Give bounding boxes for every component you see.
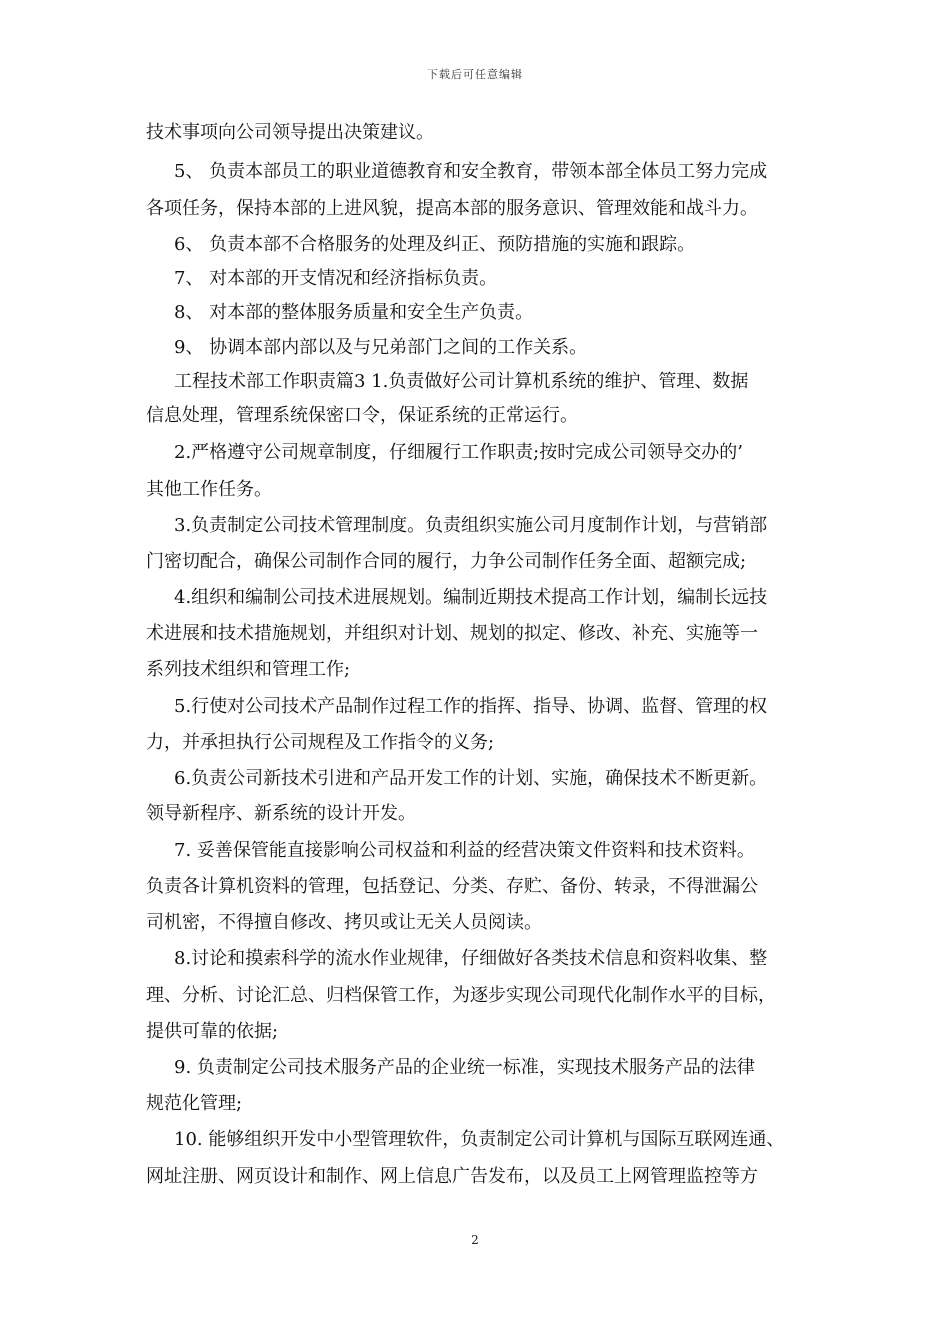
text-line: 技术事项向公司领导提出决策建议。 [146, 122, 434, 143]
text-line: 8.讨论和摸索科学的流水作业规律，仔细做好各类技术信息和资料收集、整 [174, 948, 768, 969]
text-line: 网址注册、网页设计和制作、网上信息广告发布，以及员工上网管理监控等方 [146, 1166, 758, 1187]
text-line: 工程技术部工作职责篇3 1.负责做好公司计算机系统的维护、管理、数据 [174, 371, 749, 392]
text-line: 其他工作任务。 [146, 479, 272, 500]
text-line: 9、 协调本部内部以及与兄弟部门之间的工作关系。 [174, 337, 588, 358]
text-line: 门密切配合，确保公司制作合同的履行，力争公司制作任务全面、超额完成; [146, 551, 747, 572]
text-line: 信息处理，管理系统保密口令，保证系统的正常运行。 [146, 405, 578, 426]
text-line: 3.负责制定公司技术管理制度。负责组织实施公司月度制作计划，与营销部 [174, 515, 768, 536]
text-line: 力，并承担执行公司规程及工作指令的义务; [146, 732, 495, 753]
text-line: 9. 负责制定公司技术服务产品的企业统一标准，实现技术服务产品的法律 [174, 1057, 755, 1078]
text-line: 领导新程序、新系统的设计开发。 [146, 803, 416, 824]
text-line: 司机密，不得擅自修改、拷贝或让无关人员阅读。 [146, 912, 542, 933]
text-line: 规范化管理; [146, 1093, 243, 1114]
text-line: 5、 负责本部员工的职业道德教育和安全教育，带领本部全体员工努力完成 [174, 161, 768, 182]
text-line: 系列技术组织和管理工作; [146, 659, 351, 680]
text-line: 6、 负责本部不合格服务的处理及纠正、预防措施的实施和跟踪。 [174, 234, 696, 255]
text-line: 7、 对本部的开支情况和经济指标负责。 [174, 268, 498, 289]
text-line: 2.严格遵守公司规章制度，仔细履行工作职责;按时完成公司领导交办的’ [174, 442, 743, 463]
text-line: 6.负责公司新技术引进和产品开发工作的计划、实施，确保技术不断更新。 [174, 768, 768, 789]
page-header: 下载后可任意编辑 [427, 68, 523, 81]
text-line: 5.行使对公司技术产品制作过程工作的指挥、指导、协调、监督、管理的权 [174, 696, 768, 717]
text-line: 10. 能够组织开发中小型管理软件，负责制定公司计算机与国际互联网连通、 [174, 1129, 785, 1150]
page-number: 2 [471, 1233, 479, 1247]
text-line: 提供可靠的依据; [146, 1021, 279, 1042]
text-line: 各项任务，保持本部的上进风貌，提高本部的服务意识、管理效能和战斗力。 [146, 198, 758, 219]
text-line: 8、 对本部的整体服务质量和安全生产负责。 [174, 302, 534, 323]
text-line: 术进展和技术措施规划，并组织对计划、规划的拟定、修改、补充、实施等一 [146, 623, 758, 644]
text-line: 负责各计算机资料的管理，包括登记、分类、存贮、备份、转录，不得泄漏公 [146, 876, 758, 897]
text-line: 4.组织和编制公司技术进展规划。编制近期技术提高工作计划，编制长远技 [174, 587, 768, 608]
text-line: 理、分析、讨论汇总、归档保管工作，为逐步实现公司现代化制作水平的目标， [146, 985, 776, 1006]
text-line: 7. 妥善保管能直接影响公司权益和利益的经营决策文件资料和技术资料。 [174, 840, 755, 861]
